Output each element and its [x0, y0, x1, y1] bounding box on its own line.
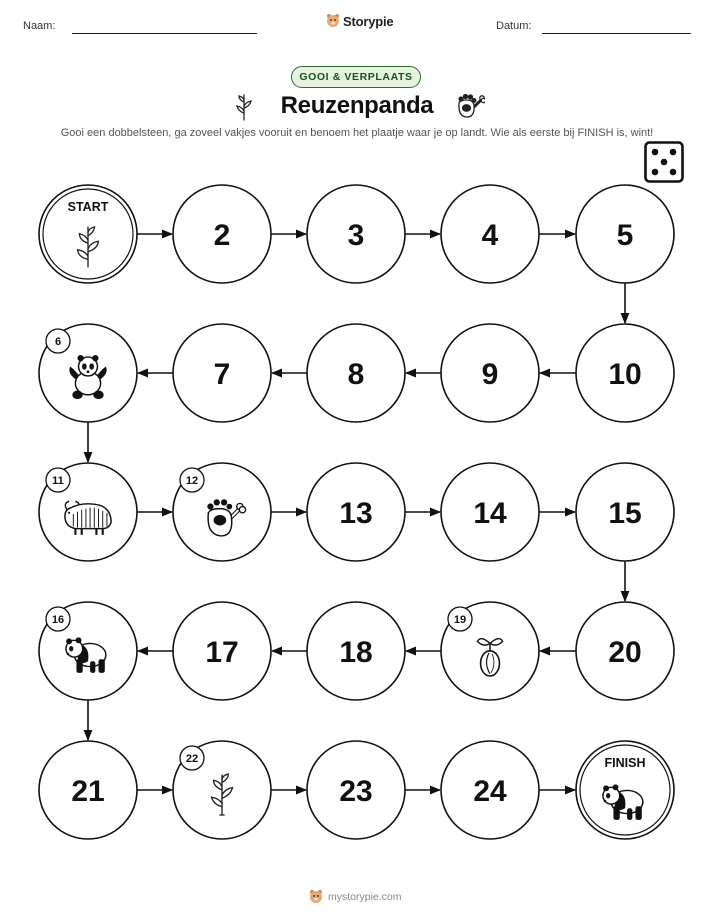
board-space-11 — [39, 463, 137, 561]
space-number: 9 — [481, 358, 499, 391]
board-space-5 — [576, 185, 674, 283]
board-space-13 — [307, 463, 405, 561]
space-number: 12 — [185, 475, 199, 487]
space-number: 24 — [473, 775, 507, 808]
space-number: 11 — [52, 475, 64, 487]
storypie-mascot-icon — [309, 889, 323, 905]
game-type-badge: GOOI & VERPLAATS — [291, 66, 421, 88]
board-space-24 — [441, 741, 539, 839]
board-space-12 — [173, 463, 271, 561]
board-space-21 — [39, 741, 137, 839]
space-number: 3 — [347, 219, 365, 252]
brand-name: Storypie — [343, 13, 394, 29]
board-space-20 — [576, 602, 674, 700]
footer-site: mystorypie.com — [328, 891, 402, 903]
board-space-7 — [173, 324, 271, 422]
space-number: 10 — [608, 358, 642, 391]
space-number: 8 — [347, 358, 365, 391]
board-space-22 — [173, 741, 271, 839]
space-number: 17 — [205, 636, 239, 669]
space-number: 14 — [473, 497, 507, 530]
board-space-finish — [576, 741, 674, 839]
date-label: Datum: — [496, 20, 532, 32]
space-number: 4 — [481, 219, 499, 252]
board-space-2 — [173, 185, 271, 283]
board-space-19 — [441, 602, 539, 700]
board-space-4 — [441, 185, 539, 283]
space-number: 5 — [616, 219, 634, 252]
space-number: 21 — [71, 775, 105, 808]
board-space-3 — [307, 185, 405, 283]
finish-label: FINISH — [604, 756, 646, 770]
board-space-18 — [307, 602, 405, 700]
board-space-start — [39, 185, 137, 283]
board-space-15 — [576, 463, 674, 561]
space-number: 22 — [185, 753, 199, 765]
space-number: 19 — [453, 614, 467, 626]
space-number: 6 — [54, 336, 62, 348]
space-number: 18 — [339, 636, 373, 669]
space-number: 13 — [339, 497, 373, 530]
board-spaces — [39, 185, 674, 839]
page-title: Reuzenpanda — [280, 92, 434, 119]
name-label: Naam: — [23, 20, 56, 32]
space-number: 20 — [608, 636, 642, 669]
board-space-8 — [307, 324, 405, 422]
instructions-text: Gooi een dobbelsteen, ga zoveel vakjes vooruit en benoem het plaatje waar je op landt. Wie als eerste bij FINISH is, wint! — [60, 127, 654, 139]
board-space-23 — [307, 741, 405, 839]
space-number: 15 — [608, 497, 642, 530]
board-space-6 — [39, 324, 137, 422]
board-space-10 — [576, 324, 674, 422]
space-number: 7 — [213, 358, 231, 391]
board-space-14 — [441, 463, 539, 561]
footer — [309, 889, 402, 905]
space-number: 23 — [339, 775, 373, 808]
start-label: START — [67, 200, 109, 214]
space-number: 16 — [51, 614, 65, 626]
board-space-17 — [173, 602, 271, 700]
board-space-9 — [441, 324, 539, 422]
space-number: 2 — [213, 219, 231, 252]
board-space-16 — [39, 602, 137, 700]
